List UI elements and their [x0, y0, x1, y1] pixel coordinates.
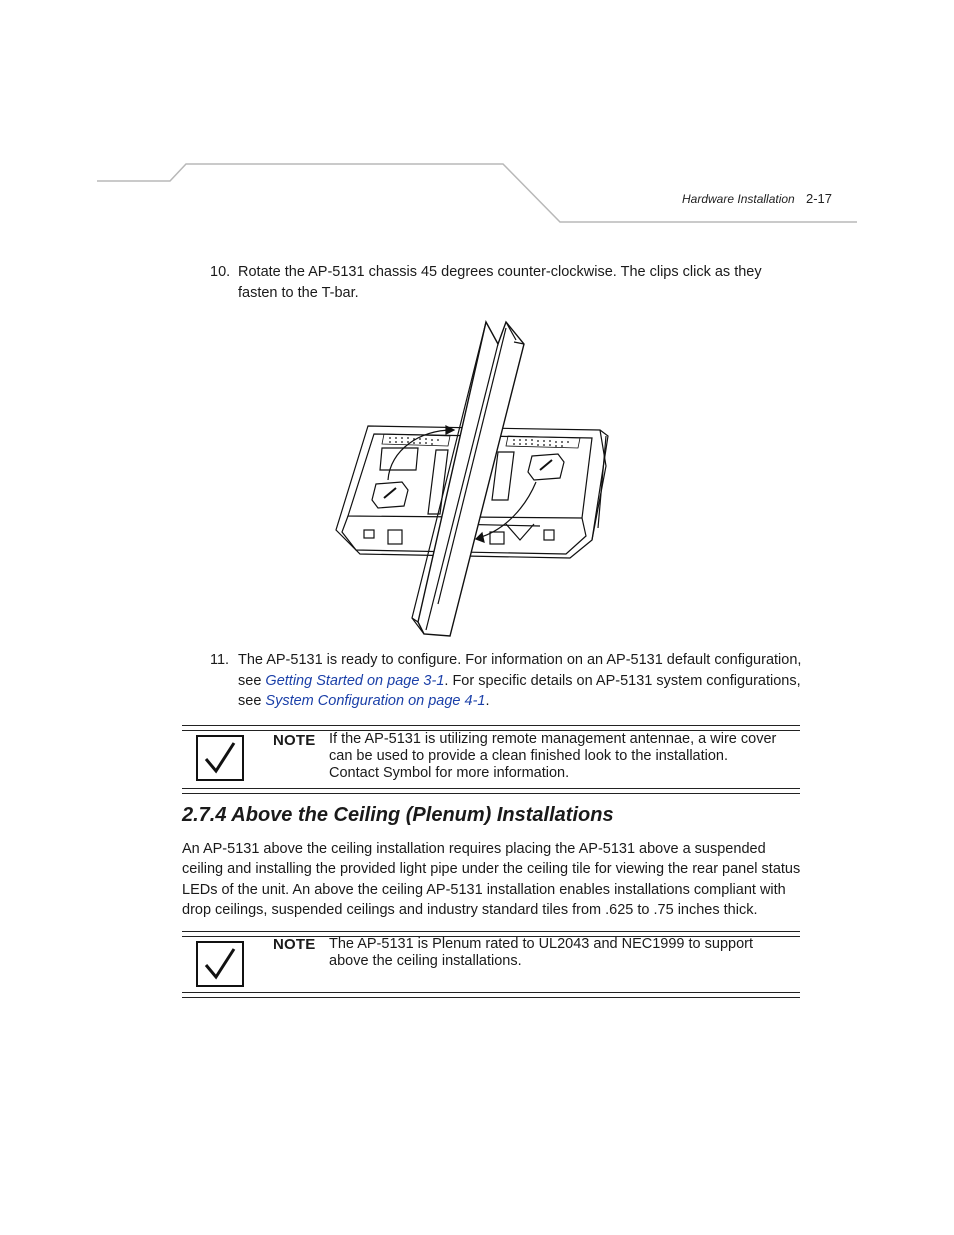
step-number: 10. — [210, 264, 231, 280]
step-text-before: The AP-5131 is ready to configure. For information on an AP-5131 default configuration, see — [238, 652, 802, 689]
note-text: The AP-5131 is Plenum rated to UL2043 and NEC1999 to support above the ceiling installations. — [329, 936, 753, 969]
step-11 — [210, 650, 805, 712]
checkmark-icon — [196, 735, 244, 781]
step-text-middle: . For specific details on AP-5131 system configurations, see — [238, 672, 801, 709]
note-label: NOTE — [273, 732, 316, 749]
system-configuration-link[interactable]: System Configuration on page 4-1 — [265, 693, 486, 709]
note-bottom-rule — [182, 992, 800, 998]
step-text: Rotate the AP-5131 chassis 45 degrees counter-clockwise. The clips click as they fasten to the T-bar. — [238, 264, 762, 301]
note-text: If the AP-5131 is utilizing remote management antennae, a wire cover can be used to provide a clean finished look to the installation. Contact Symbol for more information. — [329, 731, 777, 781]
page-number: 2-17 — [806, 191, 833, 206]
step-number: 11. — [210, 652, 230, 668]
ap-t-bar-mount-illustration — [330, 318, 620, 640]
section-paragraph: An AP-5131 above the ceiling installation requires placing the AP-5131 above a suspended ceiling and installing the provided light pipe under the ceiling tile for viewing the rear panel status LEDs of the unit. An above the ceiling AP-5131 installation enables installations compliant with drop ceilings, suspended ceilings and industry standard tiles from .625 to .75 inches thick. — [182, 841, 801, 918]
note-bottom-rule — [182, 788, 800, 794]
running-head: Hardware Installation — [682, 192, 795, 206]
note-plenum-rating — [182, 931, 800, 999]
step-text-after: . — [485, 693, 490, 709]
step-10 — [210, 262, 805, 303]
section-heading: 2.7.4 Above the Ceiling (Plenum) Installations — [182, 804, 614, 826]
note-label: NOTE — [273, 936, 316, 953]
step-text — [238, 650, 805, 712]
checkmark-icon — [196, 941, 244, 987]
note-wire-cover — [182, 725, 800, 793]
getting-started-link[interactable]: Getting Started on page 3-1 — [265, 672, 445, 689]
